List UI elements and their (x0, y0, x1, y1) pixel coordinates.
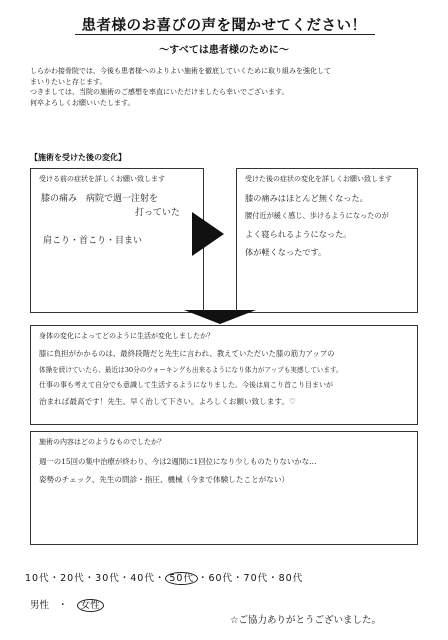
page-title: 患者様のお喜びの声を聞かせてください！ (81, 18, 367, 34)
thanks-message: ☆ご協力ありがとうございました。 (230, 615, 382, 626)
after-symptoms-box (236, 168, 418, 313)
handwritten-line: 体が軽くなったです。 (245, 247, 327, 257)
handwritten-line: 体操を続けていたら、最近は30分のウォーキングも出来るようになり体力がアップも実感しています。 (39, 366, 343, 374)
age-options-after: ・60代・70代・80代 (197, 573, 304, 584)
intro-line: しらかわ接骨院では、今後も患者様へのよりよい施術を徹底していくために取り組みを強化して (30, 67, 331, 75)
title-underline (75, 34, 375, 35)
age-selected: 50代 (165, 572, 198, 585)
life-caption: 身体の変化によってどのように生活が変化しましたか？ (39, 332, 214, 340)
arrow-right-icon (192, 212, 224, 256)
handwritten-line: よく寝られるようになった。 (245, 229, 352, 239)
intro-line: まいりたいと存じます。 (30, 77, 107, 86)
age-options-before: 10代・20代・30代・40代・ (25, 573, 166, 584)
handwritten-line: 腰付近が緩く感じ、歩けるようになったのが (245, 211, 389, 220)
treatment-impression-box (30, 431, 418, 545)
before-caption: 受ける前の症状を詳しくお願い致します (39, 175, 165, 183)
handwritten-line: 週一の15回の集中治療が終わり、今は2週間に1回位になり少しものたりないかな… (39, 457, 317, 466)
gender-separator: ・ (58, 600, 68, 611)
impression-caption: 施術の内容はどのようなものでしたか？ (39, 438, 165, 446)
life-change-box (30, 325, 418, 425)
handwritten-line: 膝に負担がかかるのは、最終段階だと先生に言われ、教えていただいた膝の筋力アップの (39, 349, 335, 358)
gender-options (30, 597, 104, 611)
gender-selected: 女性 (77, 599, 104, 612)
section-label: 【施術を受けた後の変化】 (30, 153, 126, 162)
handwritten-line: 肩こり・首こり・目まい (43, 236, 143, 246)
intro-line: 何卒よろしくお願いいたします。 (30, 98, 135, 107)
handwritten-line: 膝の痛み 病院で週一注射を (41, 194, 159, 204)
handwritten-line: 姿勢のチェック、先生の問診・指圧、機械（今まで体験したことがない） (39, 475, 290, 484)
page-subtitle: ～すべては患者様のために～ (159, 45, 289, 56)
gender-male: 男性 (30, 600, 50, 611)
after-caption: 受けた後の症状の変化を詳しくお願い致します (245, 175, 392, 183)
handwritten-line: 治まれば最高です！先生、早く治して下さい。よろしくお願い致します。♡ (39, 397, 296, 406)
handwritten-line: 仕事の事も考えて自分でも意識して生活するようになりました。今後は肩こり首こり目まいが (39, 381, 333, 389)
handwritten-line: 膝の痛みはほとんど無くなった。 (245, 193, 368, 203)
intro-paragraph (30, 66, 410, 108)
arrow-down-icon (184, 310, 256, 324)
intro-line: つきましては、当院の施術のご感想を率直にいただけましたら幸いでございます。 (30, 88, 289, 96)
before-symptoms-box (30, 168, 204, 313)
age-options (25, 570, 303, 584)
handwritten-line: 打っていた (135, 208, 181, 218)
